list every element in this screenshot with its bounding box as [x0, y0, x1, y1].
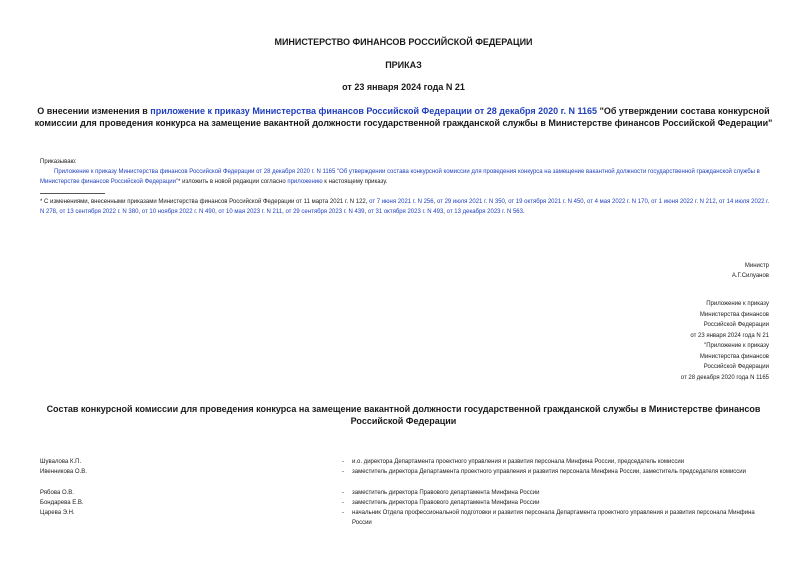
- footnote-link[interactable]: от 1 июня 2022 г. N 212: [651, 199, 716, 205]
- order-paragraph: [40, 167, 775, 187]
- footnote: * С изменениями, внесенными приказами Министерства финансов Российской Федерации от 11 марта 2021 г. N 122, от 7 июня 2021 г. N 256, от 29 июля 2021 г. N 350, от 19 октября 2021 г. N 450, от 4 мая 2022 г. N 170, от 1 июня 2022 г. N 212, от 14 июля 2022 г. N 278, от 13 сентября 2022 г. N 380, от 10 ноября 2022 г. N 490, от 10 мая 2023 г. N 211, от 29 сентября 2023 г. N 439, от 31 октября 2023 г. N 493, от 13 декабря 2023 г. N 563.: [40, 199, 770, 215]
- footnote-link[interactable]: от 13 сентября 2022 г. N 380: [59, 209, 139, 215]
- member-name: Ивенникова О.В.: [40, 469, 87, 475]
- member-position: заместитель директора Правового департамента Минфина России: [352, 500, 540, 506]
- appendix-line: от 28 декабря 2020 года N 1165: [680, 374, 769, 381]
- signature-name: А.Г.Силуанов: [731, 273, 769, 279]
- footnote-divider: [40, 193, 105, 194]
- member-row: [40, 467, 775, 487]
- composition-title: Состав конкурсной комиссии для проведения конкурса на замещение вакантной должности государственной гражданской службы в Министерстве финансов Российской Федерации: [46, 404, 761, 426]
- appendix-line: Российской Федерации: [703, 364, 769, 370]
- member-position: заместитель директора Департамента проектного управления и развития персонала Минфина России, заместитель председателя комиссии: [352, 469, 747, 475]
- appendix-line: от 23 января 2024 года N 21: [690, 332, 769, 339]
- member-name: Шувалова К.П.: [40, 459, 82, 465]
- order-link-prior-order[interactable]: Приложение к приказу Министерства финансов Российской Федерации от 28 декабря 2020 г. N 1165 "Об утверждении состава конкурсной комиссии для проведения конкурса на замещение вакантной должности государственной гражданской службы в Министерстве финансов Российской Федерации": [40, 169, 760, 185]
- member-name: Бондарева Е.В.: [40, 500, 84, 506]
- document-date-number: от 23 января 2024 года N 21: [342, 82, 465, 92]
- title-link[interactable]: приложение к приказу Министерства финансов Российской Федерации от 28 декабря 2020 г. N 1165: [150, 106, 598, 116]
- footnote-link[interactable]: от 7 июня 2021 г. N 256: [369, 199, 434, 205]
- member-row: [40, 508, 775, 528]
- footnote-link[interactable]: от 4 мая 2022 г. N 170: [587, 199, 648, 205]
- appendix-line: Российской Федерации: [703, 322, 769, 328]
- footnote-link[interactable]: от 13 декабря 2023 г. N 563: [446, 209, 523, 215]
- footnote-start: * С изменениями, внесенными приказами Министерства финансов Российской Федерации от 11 марта 2021 г. N 122,: [40, 199, 370, 205]
- member-dash: -: [342, 469, 344, 475]
- title-part1: О внесении изменения в: [37, 106, 151, 116]
- member-position: заместитель директора Правового департамента Минфина России: [352, 490, 540, 496]
- footnote-link[interactable]: от 10 ноября 2022 г. N 490: [141, 209, 216, 215]
- member-dash: -: [342, 459, 344, 465]
- appendix-header: [681, 299, 769, 383]
- order-text-end: к настоящему приказу.: [322, 179, 388, 185]
- footnote-link[interactable]: от 29 июля 2021 г. N 350: [436, 199, 505, 205]
- member-position: и.о. директора Департамента проектного управления и развития персонала Минфина России, председатель комиссии: [352, 459, 685, 465]
- member-name: Рябова О.В.: [40, 490, 74, 496]
- document-title: [34, 105, 773, 129]
- appendix-line: Приложение к приказу: [706, 301, 769, 307]
- order-text-mid: * изложить в новой редакции согласно: [178, 179, 288, 185]
- member-position: начальник Отдела профессиональной подготовки и развития персонала Департамента проектного управления и развития персонала Минфина России: [352, 510, 755, 526]
- member-name: Царева Э.Н.: [40, 510, 75, 516]
- order-word: Приказываю:: [40, 159, 77, 165]
- signature-position: Министр: [744, 263, 769, 269]
- title-part2: "Об утверждении состава конкурсной комиссии для проведения конкурса на замещение вакантной должности государственной гражданской службы в Министерстве финансов Российской Федерации": [34, 106, 773, 128]
- footnote-link[interactable]: от 10 мая 2023 г. N 211: [218, 209, 283, 215]
- appendix-line: "Приложение к приказу: [704, 343, 769, 349]
- member-dash: -: [342, 490, 344, 496]
- member-dash: -: [342, 510, 344, 516]
- footnote-link[interactable]: от 31 октября 2023 г. N 493: [367, 209, 444, 215]
- member-dash: -: [342, 500, 344, 506]
- appendix-line: Министерства финансов: [699, 353, 769, 360]
- order-link-appendix[interactable]: приложению: [287, 179, 323, 185]
- footnote-link[interactable]: от 19 октября 2021 г. N 450: [508, 199, 584, 205]
- footnote-link[interactable]: от 29 сентября 2023 г. N 439: [285, 209, 365, 215]
- appendix-line: Министерства финансов: [699, 311, 769, 318]
- document-type: ПРИКАЗ: [385, 60, 422, 70]
- footnote-link[interactable]: от 14 июля 2022 г. N 278: [40, 199, 770, 215]
- ministry-name: МИНИСТЕРСТВО ФИНАНСОВ РОССИЙСКОЙ ФЕДЕРАЦИИ: [274, 37, 533, 47]
